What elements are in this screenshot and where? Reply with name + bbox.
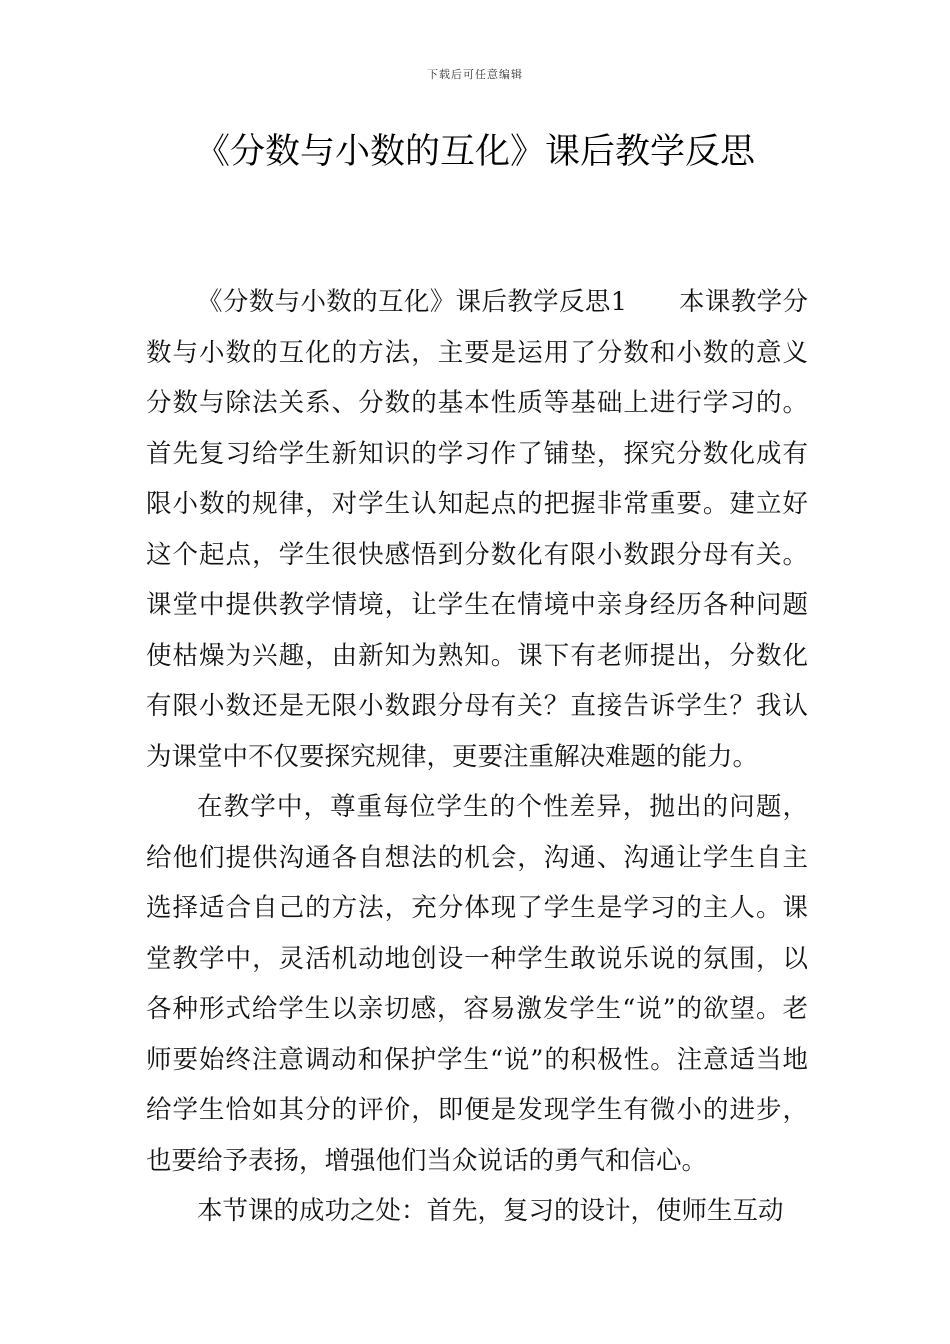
paragraph-2: 在教学中，尊重每位学生的个性差异，抛出的问题，给他们提供沟通各自想法的机会，沟通、沟通让学生自主选择适合自己的方法，充分体现了学生是学习的主人。课堂教学中，灵活机动地创设一种学生敢说乐说的氛围，以各种形式给学生以亲切感，容易激发学生“说”的欲望。老师要始终注意调动和保护学生“说”的积极性。注意适当地给学生恰如其分的评价，即便是发现学生有微小的进步，也要给予表扬，增强他们当众说话的勇气和信心。	[146, 792, 808, 1176]
paragraph-3: 本节课的成功之处：首先，复习的设计，使师生互动	[197, 1196, 784, 1226]
paragraph-1: 《分数与小数的互化》课后教学反思1 本课教学分数与小数的互化的方法，主要是运用了分数和小数的意义分数与除法关系、分数的基本性质等基础上进行学习的。首先复习给学生新知识的学习作了铺垫，探究分数化成有限小数的规律，对学生认知起点的把握非常重要。建立好这个起点，学生很快感悟到分数化有限小数跟分母有关。课堂中提供教学情境，让学生在情境中亲身经历各种问题使枯燥为兴趣，由新知为熟知。课下有老师提出，分数化有限小数还是无限小数跟分母有关？直接告诉学生？我认为课堂中不仅要探究规律，更要注重解决难题的能力。	[146, 287, 808, 772]
document-title: 《分数与小数的互化》课后教学反思	[194, 132, 755, 172]
document-body	[146, 277, 808, 1237]
header-note: 下载后可任意编辑	[427, 68, 523, 81]
